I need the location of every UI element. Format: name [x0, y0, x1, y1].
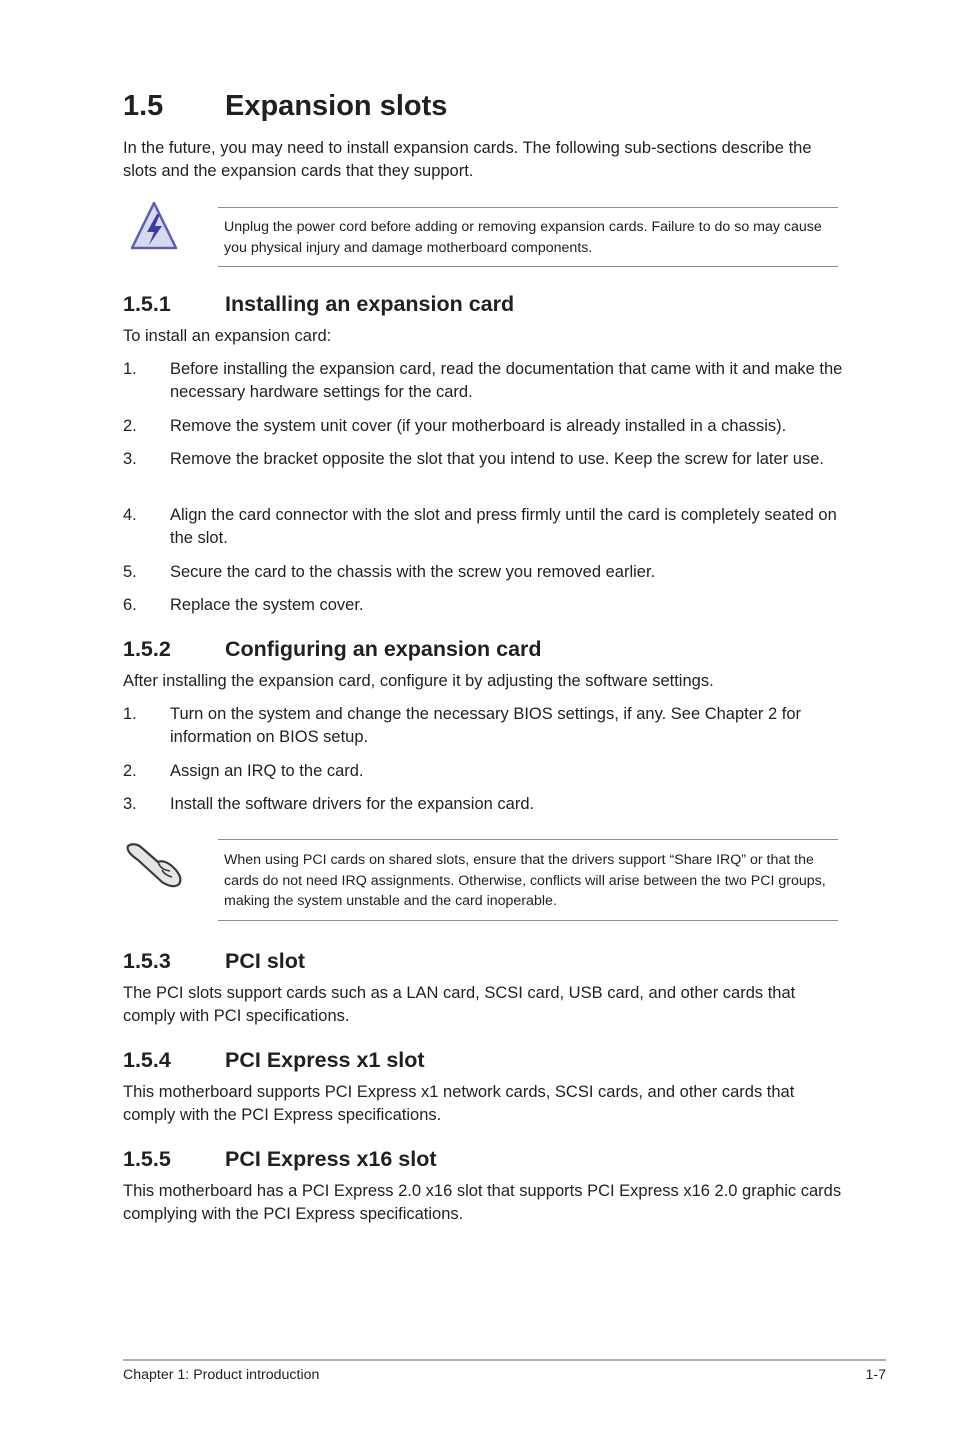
list-text: Remove the bracket opposite the slot that you intend to use. Keep the screw for later use. — [170, 450, 824, 468]
subsection-title-text: PCI Express x1 slot — [225, 1048, 425, 1072]
subsection-number: 1.5.2 — [123, 637, 171, 661]
subsection-number: 1.5.4 — [123, 1048, 171, 1072]
subsection-title-text: Configuring an expansion card — [225, 637, 542, 661]
subsection-title-1-5-4 — [123, 1048, 425, 1073]
subsection-title-1-5-3 — [123, 949, 305, 974]
list-text: Install the software drivers for the expansion card. — [170, 795, 535, 813]
list-item — [123, 504, 843, 550]
section-title-text: Expansion slots — [225, 90, 448, 122]
warning-icon — [129, 200, 179, 257]
subsection-title-text: Installing an expansion card — [225, 292, 515, 316]
subsection-text: This motherboard has a PCI Express 2.0 x16 slot that supports PCI Express x16 2.0 graphic cards complying with the PCI Express specifications. — [123, 1182, 842, 1223]
list-item — [123, 358, 843, 404]
list-text: Remove the system unit cover (if your motherboard is already installed in a chassis). — [170, 417, 787, 435]
list-text: Replace the system cover. — [170, 596, 364, 614]
section-intro: In the future, you may need to install expansion cards. The following sub-sections describe the slots and the expansion cards that they support. — [123, 139, 812, 180]
list-item — [123, 760, 843, 783]
footer-divider — [123, 1359, 886, 1361]
list-number: 6. — [123, 596, 137, 614]
list-number: 3. — [123, 795, 137, 813]
subsection-title-1-5-2 — [123, 637, 542, 662]
subsection-lead: After installing the expansion card, configure it by adjusting the software settings. — [123, 672, 714, 690]
subsection-text: This motherboard supports PCI Express x1 network cards, SCSI cards, and other cards that comply with the PCI Express specifications. — [123, 1083, 795, 1124]
list-number: 1. — [123, 705, 137, 723]
list-item — [123, 448, 843, 471]
list-item — [123, 793, 843, 816]
warning-note — [218, 207, 838, 267]
list-item — [123, 415, 843, 438]
list-number: 4. — [123, 506, 137, 524]
subsection-number: 1.5.5 — [123, 1147, 171, 1171]
subsection-title-text: PCI slot — [225, 949, 306, 973]
list-item — [123, 703, 843, 749]
subsection-lead: To install an expansion card: — [123, 327, 332, 345]
warning-note-text: Unplug the power cord before adding or removing expansion cards. Failure to do so may cause you physical injury and damage motherboard components. — [224, 219, 822, 256]
subsection-number: 1.5.1 — [123, 292, 171, 316]
list-number: 1. — [123, 360, 137, 378]
subsection-number: 1.5.3 — [123, 949, 171, 973]
list-text: Before installing the expansion card, read the documentation that came with it and make the necessary hardware settings for the card. — [170, 360, 843, 401]
list-text: Secure the card to the chassis with the screw you removed earlier. — [170, 563, 656, 581]
subsection-title-1-5-5 — [123, 1147, 437, 1172]
subsection-title-text: PCI Express x16 slot — [225, 1147, 437, 1171]
tip-note — [218, 839, 838, 921]
list-item — [123, 561, 843, 584]
list-text: Assign an IRQ to the card. — [170, 762, 364, 780]
list-item — [123, 594, 843, 617]
section-number: 1.5 — [123, 90, 164, 122]
list-number: 2. — [123, 762, 137, 780]
list-text: Align the card connector with the slot and press firmly until the card is completely seated on the slot. — [170, 506, 837, 547]
subsection-text: The PCI slots support cards such as a LAN card, SCSI card, USB card, and other cards that comply with PCI specifications. — [123, 984, 796, 1025]
list-number: 3. — [123, 450, 137, 468]
footer-chapter: Chapter 1: Product introduction — [123, 1367, 320, 1383]
hand-note-icon — [124, 840, 186, 895]
subsection-title-1-5-1 — [123, 292, 514, 317]
list-text: Turn on the system and change the necessary BIOS settings, if any. See Chapter 2 for information on BIOS setup. — [170, 705, 802, 746]
footer-page-number: 1-7 — [865, 1367, 886, 1383]
list-number: 2. — [123, 417, 137, 435]
section-title — [123, 90, 447, 123]
tip-note-text: When using PCI cards on shared slots, ensure that the drivers support “Share IRQ” or that the cards do not need IRQ assignments. Otherwise, conflicts will arise between the two PCI groups, making the system unstable and the card inoperable. — [224, 852, 826, 909]
list-number: 5. — [123, 563, 137, 581]
